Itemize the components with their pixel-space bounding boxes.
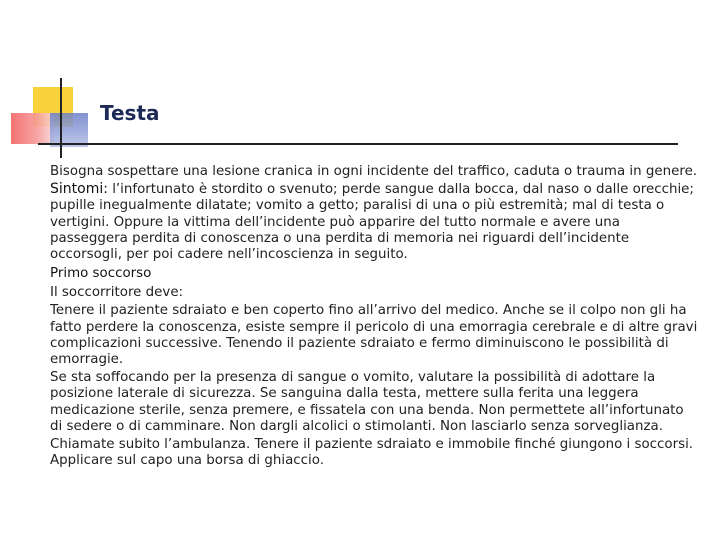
- symptoms-paragraph: [50, 181, 700, 263]
- first-aid-heading: Primo soccorso: [50, 266, 152, 282]
- intro-paragraph: Bisogna sospettare una lesione cranica in ogni incidente del traffico, caduta o trauma in genere.: [50, 164, 698, 179]
- decor-vertical-line: [60, 78, 62, 158]
- symptoms-label: Sintomi:: [50, 181, 108, 198]
- title-underline: [38, 143, 678, 145]
- slide-title: Testa: [100, 101, 160, 125]
- first-aid-paragraph-3: Chiamate subito l’ambulanza. Tenere il paziente sdraiato e immobile finché giungono i soccorsi. Applicare sul capo una borsa di ghiaccio.: [50, 437, 694, 469]
- decor-blue-square: [50, 113, 88, 147]
- rescuer-intro: Il soccorritore deve:: [50, 285, 184, 301]
- slide-body: [50, 164, 700, 469]
- first-aid-paragraph-2: Se sta soffocando per la presenza di sangue o vomito, valutare la possibilità di adottare la posizione laterale di sicurezza. Se sanguina dalla testa, mettere sulla ferita una leggera medicazione sterile, senza premere, e fissatela con una benda. Non permettete all’infortunato di sedere o di camminare. Non dargli alcolici o stimolanti. Non lasciarlo senza sorveglianza.: [50, 370, 684, 434]
- symptoms-text: l’infortunato è stordito o svenuto; perde sangue dalla bocca, dal naso o dalle orecchie; pupille inegualmente dilatate; vomito a getto; paralisi di una o più estremità; mal di testa o vertigini. Oppure la vittima dell’incidente può apparire del tutto normale e avere una passeggera perdita di conoscenza o una perdita di memoria nei riguardi dell’incidente occorsogli, per poi cadere nell’incoscienza in seguito.: [50, 182, 694, 263]
- first-aid-paragraph-1: Tenere il paziente sdraiato e ben coperto fino all’arrivo del medico. Anche se il colpo non gli ha fatto perdere la conoscenza, esiste sempre il pericolo di una emorragia cerebrale e di altre gravi complicazioni successive. Tenendo il paziente sdraiato e fermo diminuiscono le possibilità di emorragie.: [50, 303, 698, 368]
- decor-red-square: [11, 113, 54, 144]
